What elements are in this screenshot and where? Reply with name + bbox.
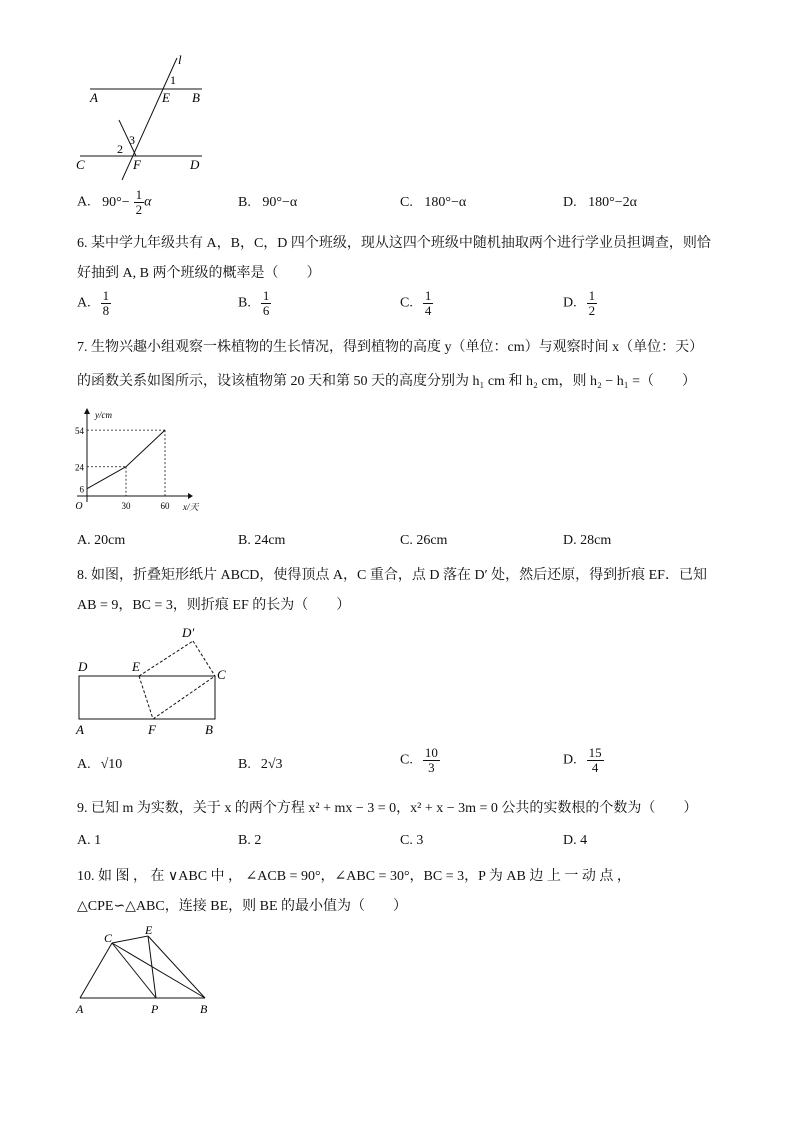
- fraction: $\frac{1}{4}$: [424, 288, 432, 318]
- dashed-dc: [193, 641, 215, 676]
- x-tick-label: 60: [160, 501, 170, 511]
- q8-option-a[interactable]: A. √10: [77, 757, 123, 772]
- label-E: E: [162, 90, 170, 105]
- label-F: F: [133, 157, 141, 172]
- q8-stem-line1: 8. 如图，折叠矩形纸片 ABCD，使得顶点 A，C 重合，点 D 落在 D′ 处，然后还原，得到折痕 EF．已知: [77, 568, 707, 583]
- fraction: $\frac{1}{8}$: [102, 288, 110, 318]
- label-2: 2: [117, 142, 123, 156]
- side-ac: [80, 943, 112, 998]
- y-tick-label: 24: [75, 462, 84, 473]
- y-tick-label: 6: [79, 484, 84, 495]
- label-B: B: [192, 90, 200, 105]
- q5-option-c[interactable]: C. 180°−α: [400, 195, 467, 210]
- q7-stem-line2: 的函数关系如图所示，设该植物第 20 天和第 50 天的高度分别为 h₁ cm 和 h₂ cm，则 h₂ − h₁ =（ ）: [77, 374, 697, 389]
- q7-option-b[interactable]: B. 24cm: [238, 533, 286, 548]
- q8-stem-line2: AB = 9，BC = 3，则折痕 EF 的长为（ ）: [77, 598, 351, 613]
- label-D: D: [190, 157, 200, 172]
- label-C: C: [217, 667, 226, 682]
- q10-figure: [72, 925, 222, 1020]
- dashed-fc: [153, 676, 215, 719]
- label-F: F: [148, 722, 156, 737]
- q5-option-a[interactable]: A. 90°− $\frac{1}{2}$ α: [77, 187, 152, 217]
- dashed-ef: [139, 676, 153, 719]
- label-A: A: [76, 722, 84, 737]
- q8-option-b[interactable]: B. 2√3: [238, 757, 283, 772]
- x-axis-arrow: [188, 493, 193, 499]
- fraction: $\frac{1}{2}$: [588, 288, 596, 318]
- segment-cp: [112, 943, 156, 998]
- q9-option-a[interactable]: A. 1: [77, 833, 102, 848]
- x-tick-label: 30: [121, 501, 131, 511]
- label-1: 1: [170, 73, 176, 87]
- q9-option-c[interactable]: C. 3: [400, 833, 424, 848]
- origin-label: O: [75, 501, 83, 512]
- q7-line-chart: [70, 405, 220, 520]
- q6-option-b[interactable]: B. $\frac{1}{6}$: [238, 288, 270, 318]
- q10-stem-line1: 10. 如 图 ， 在 ∨ABC 中 ， ∠ACB = 90°，∠ABC = 30°，BC = 3，P 为 AB 边 上 一 动 点 ，: [77, 869, 631, 884]
- label-E: E: [132, 659, 140, 674]
- label-P: P: [151, 1002, 159, 1016]
- q6-option-a[interactable]: A. $\frac{1}{8}$: [77, 288, 110, 318]
- fraction: $\frac{1}{2}$: [135, 187, 143, 217]
- fraction: $\frac{15}{4}$: [588, 745, 602, 775]
- label-A: A: [90, 90, 98, 105]
- q6-stem-line1: 6. 某中学九年级共有 A，B，C，D 四个班级，现从这四个班级中随机抽取两个进行学业员担调查，则恰: [77, 236, 711, 251]
- q6-option-c[interactable]: C. $\frac{1}{4}$: [400, 288, 432, 318]
- q8-option-d[interactable]: D. $\frac{15}{4}$: [563, 745, 602, 775]
- label-3: 3: [129, 133, 135, 147]
- q6-stem-line2: 好抽到 A, B 两个班级的概率是（ ）: [77, 266, 321, 281]
- q6-option-d[interactable]: D. $\frac{1}{2}$: [563, 288, 596, 318]
- q7-option-a[interactable]: A. 20cm: [77, 533, 126, 548]
- y-axis-label: y/cm: [95, 410, 112, 420]
- q9-stem-line1: 9. 已知 m 为实数，关于 x 的两个方程 x² + mx − 3 = 0，x² + x − 3m = 0 公共的实数根的个数为（ ）: [77, 801, 698, 816]
- q7-option-d[interactable]: D. 28cm: [563, 533, 612, 548]
- q5-option-d[interactable]: D. 180°−2α: [563, 195, 637, 210]
- label-B: B: [205, 722, 213, 737]
- q5-option-b[interactable]: B. 90°−α: [238, 195, 298, 210]
- data-segment: [126, 430, 165, 467]
- segment-ce: [112, 936, 148, 943]
- q10-stem-line2: △CPE∽△ABC，连接 BE，则 BE 的最小值为（ ）: [77, 899, 408, 914]
- label-B: B: [200, 1002, 208, 1016]
- y-tick-label: 54: [75, 426, 84, 437]
- label-l: l: [178, 52, 182, 67]
- q9-option-d[interactable]: D. 4: [563, 833, 588, 848]
- label-D: D: [78, 659, 88, 674]
- label-A: A: [76, 1002, 84, 1016]
- q8-figure: [72, 622, 242, 740]
- segment-eb: [148, 936, 205, 998]
- label-E: E: [145, 925, 153, 937]
- q7-stem-line1: 7. 生物兴趣小组观察一株植物的生长情况，得到植物的高度 y（单位：cm）与观察时间 x（单位：天）: [77, 340, 704, 355]
- fraction: $\frac{10}{3}$: [424, 745, 438, 775]
- x-axis-label: x/天: [183, 502, 199, 512]
- label-C: C: [76, 157, 85, 172]
- data-segment: [87, 467, 126, 489]
- q7-option-c[interactable]: C. 26cm: [400, 533, 448, 548]
- transversal-l: [122, 58, 177, 180]
- side-cb: [112, 943, 205, 998]
- y-axis-arrow: [84, 408, 90, 414]
- rectangle-abcd: [79, 676, 215, 719]
- fraction: $\frac{1}{6}$: [262, 288, 270, 318]
- label-C: C: [104, 931, 113, 945]
- q5-figure: [70, 52, 220, 187]
- dashed-ed: [139, 641, 193, 676]
- label-Dp: D′: [182, 625, 195, 640]
- q9-option-b[interactable]: B. 2: [238, 833, 262, 848]
- q8-option-c[interactable]: C. $\frac{10}{3}$: [400, 745, 438, 775]
